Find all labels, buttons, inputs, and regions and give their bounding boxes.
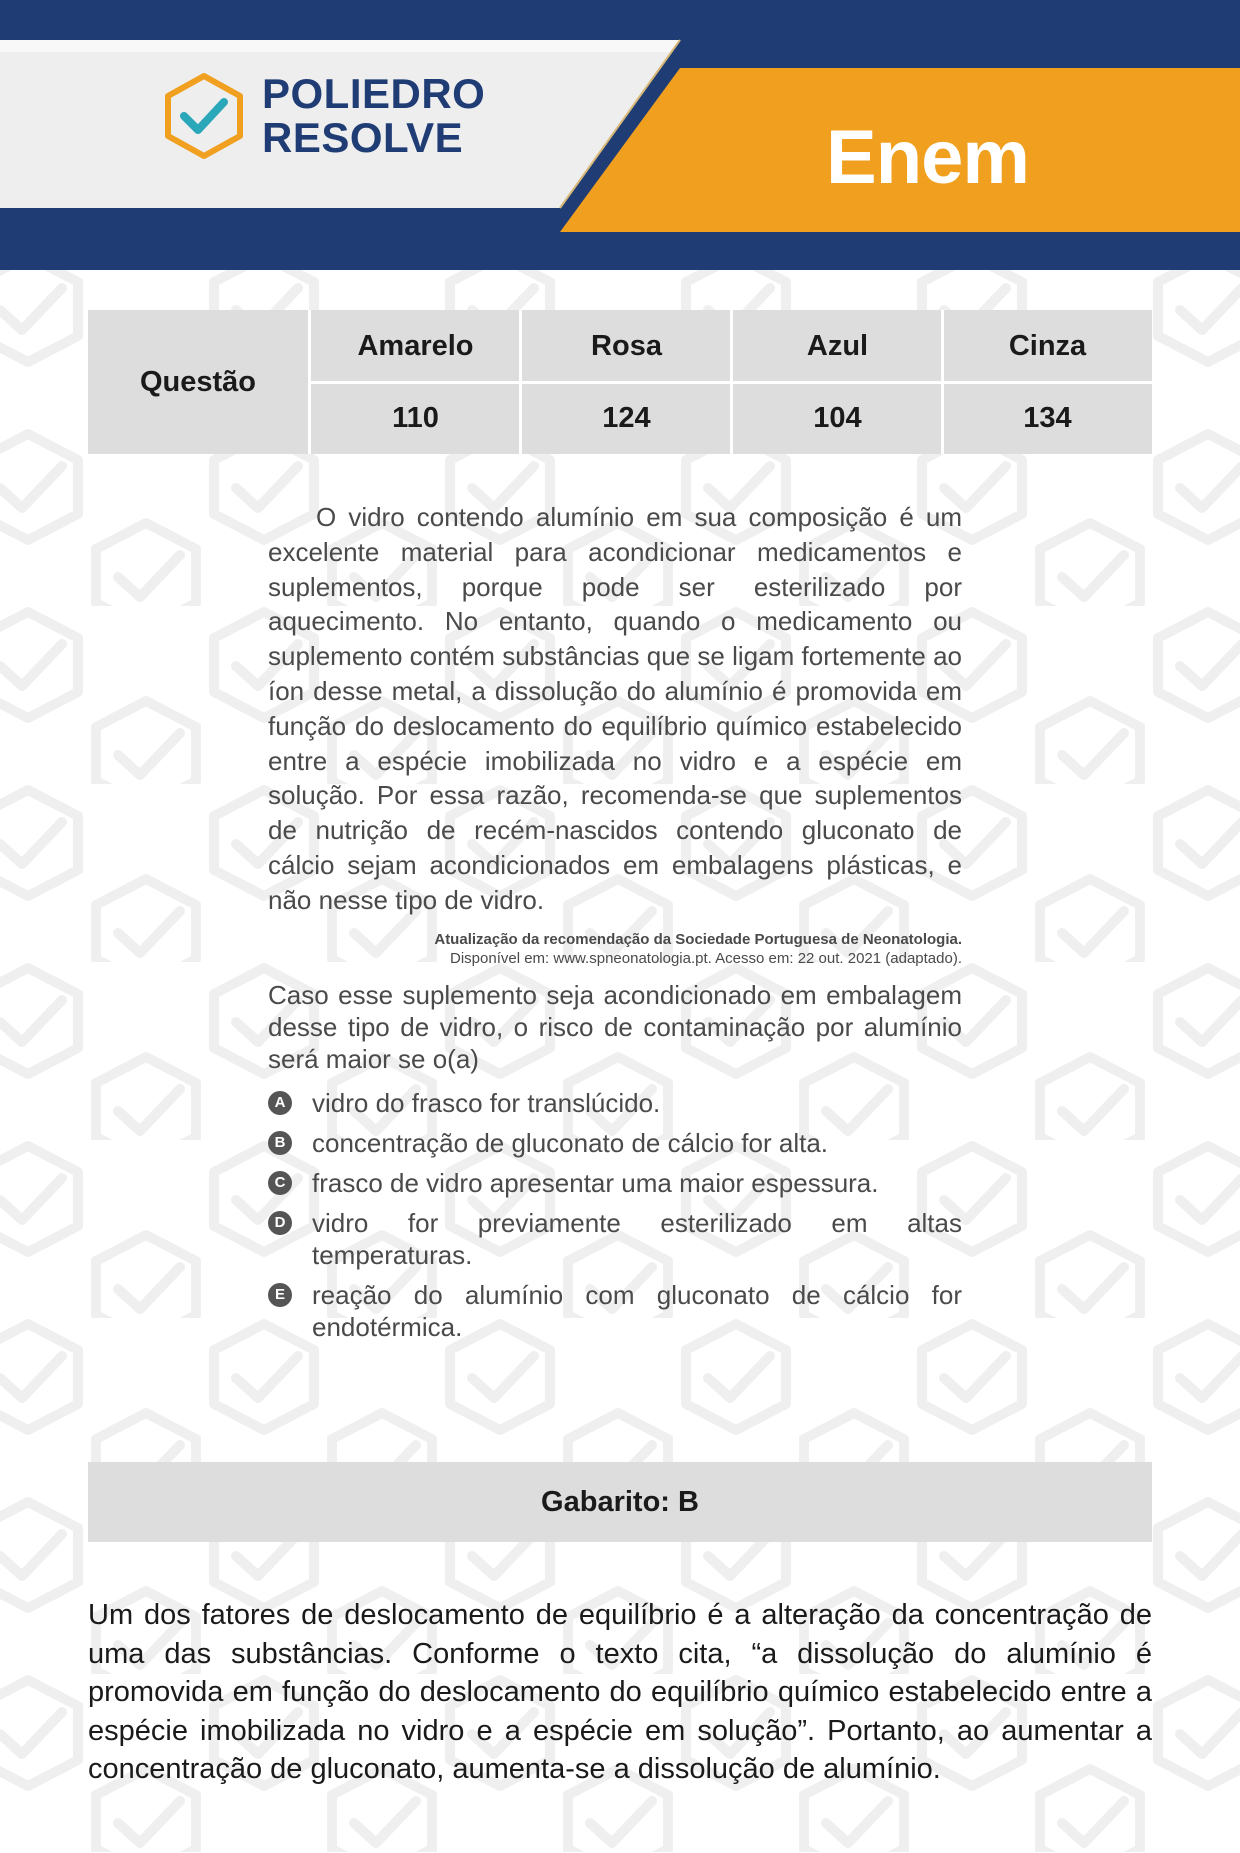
column-color-amarelo: Amarelo — [357, 329, 474, 362]
alternative-text-b: concentração de gluconato de cálcio for alta. — [312, 1127, 829, 1158]
alternative-letter-d: D — [268, 1211, 292, 1235]
alternative-d — [268, 1207, 962, 1271]
brand-name — [262, 72, 485, 160]
question-source — [268, 930, 962, 968]
question-number-amarelo: 110 — [392, 401, 439, 434]
exam-title: Enem — [826, 115, 1029, 200]
resolution-text: Um dos fatores de deslocamento de equilíbrio é a alteração da concentração de uma das substâncias. Conforme o texto cita, “a dissolução do alumínio é promovida em função do deslocamento do equilíbrio químico estabelecido entre a espécie imobilizada no vidro e a espécie em solução”. Portanto, ao aumentar a concentração de gluconato, aumenta-se a dissolução de alumínio. — [88, 1599, 1152, 1785]
column-color-cinza: Cinza — [1008, 329, 1087, 362]
question-number-cinza: 134 — [1023, 401, 1072, 434]
question-number-rosa: 124 — [602, 401, 651, 434]
alternative-letter-e: E — [268, 1283, 292, 1307]
alternative-a — [268, 1087, 962, 1119]
alternative-e — [268, 1279, 962, 1343]
question-number-azul: 104 — [813, 401, 862, 434]
alternatives-list — [268, 1087, 962, 1343]
alternative-text-a: vidro do frasco for translúcido. — [312, 1087, 661, 1118]
alternative-letter-c: C — [268, 1171, 292, 1195]
table-divider — [310, 381, 1152, 384]
answer-key: Gabarito: B — [88, 1462, 1152, 1542]
alternative-c — [268, 1167, 962, 1199]
question-text: O vidro contendo alumínio em sua composição é um excelente material para acondicionar medicamentos e suplementos, porque pode ser esterilizado por aquecimento. No entanto, quando o medicamento ou suplemento contém substâncias que se ligam fortemente ao íon desse metal, a dissolução do alumínio é promovida em função do deslocamento do equilíbrio químico estabelecido entre a espécie imobilizada no vidro e a espécie em solução. Por essa razão, recomenda-se que suplementos de nutrição de recém-nascidos contendo gluconato de cálcio sejam acondicionados em embalagens plásticas, e não nesse tipo de vidro. — [268, 502, 962, 915]
source-title: Atualização da recomendação da Sociedade Portuguesa de Neonatologia. — [434, 930, 962, 948]
column-color-rosa: Rosa — [591, 329, 662, 362]
question-label: Questão — [139, 365, 257, 398]
brand-line-2: RESOLVE — [262, 114, 464, 161]
alternative-text-c: frasco de vidro apresentar uma maior espessura. — [312, 1167, 879, 1198]
brand-line-1: POLIEDRO — [262, 70, 486, 117]
question-block — [268, 500, 962, 1351]
alternative-letter-b: B — [268, 1131, 292, 1155]
question-number-table — [88, 310, 1152, 454]
alternative-text-d: vidro for previamente esterilizado em altas temperaturas. — [312, 1207, 962, 1270]
source-availability: Disponível em: www.spneonatologia.pt. Acesso em: 22 out. 2021 (adaptado). — [450, 949, 962, 967]
alternative-b — [268, 1127, 962, 1159]
alternative-text-e: reação do alumínio com gluconato de cálcio for endotérmica. — [312, 1279, 962, 1342]
hexagon-check-icon — [160, 72, 248, 160]
column-color-azul: Azul — [806, 329, 869, 362]
alternative-letter-a: A — [268, 1091, 292, 1115]
question-stem: Caso esse suplemento seja acondicionado em embalagem desse tipo de vidro, o risco de contaminação por alumínio será maior se o(a) — [268, 979, 962, 1074]
